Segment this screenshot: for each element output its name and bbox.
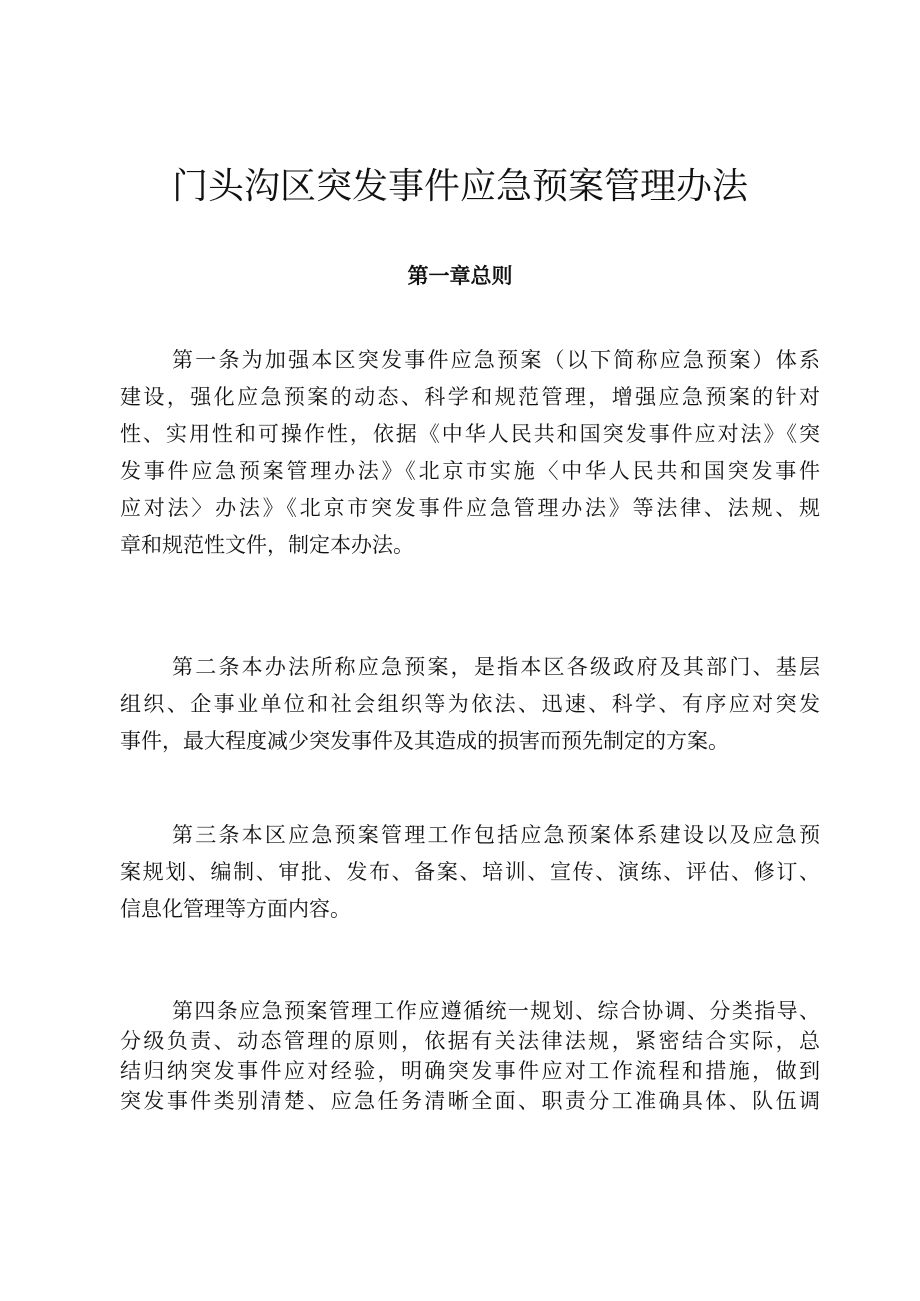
text-line: 突发事件类别清楚、应急任务清晰全面、职责分工准确具体、队伍调 xyxy=(120,1089,820,1113)
article-1-paragraph xyxy=(120,342,820,564)
article-4-paragraph xyxy=(120,996,820,1116)
text-line: 性、实用性和可操作性，依据《中华人民共和国突发事件应对法》《突 xyxy=(120,422,820,446)
text-line: 建设，强化应急预案的动态、科学和规范管理，增强应急预案的针对 xyxy=(120,385,820,409)
document-title: 门头沟区突发事件应急预案管理办法 xyxy=(171,166,748,207)
text-line: 第二条本办法所称应急预案，是指本区各级政府及其部门、基层 xyxy=(172,655,820,679)
text-line: 结归纳突发事件应对经验，明确突发事件应对工作流程和措施，做到 xyxy=(120,1059,820,1083)
text-line: 第四条应急预案管理工作应遵循统一规划、综合协调、分类指导、 xyxy=(172,999,820,1023)
text-line: 第三条本区应急预案管理工作包括应急预案体系建设以及应急预 xyxy=(172,823,820,847)
text-line: 案规划、编制、审批、发布、备案、培训、宣传、演练、评估、修订、 xyxy=(120,860,820,884)
text-line: 第一条为加强本区突发事件应急预案（以下简称应急预案）体系 xyxy=(172,348,820,372)
text-line: 章和规范性文件，制定本办法。 xyxy=(120,533,414,557)
article-3-paragraph xyxy=(120,817,820,928)
chapter-heading: 第一章总则 xyxy=(407,264,513,288)
text-line: 组织、企事业单位和社会组织等为依法、迅速、科学、有序应对突发 xyxy=(120,692,820,716)
text-line: 分级负责、动态管理的原则，依据有关法律法规，紧密结合实际，总 xyxy=(120,1029,820,1053)
text-line: 发事件应急预案管理办法》《北京市实施〈中华人民共和国突发事件 xyxy=(120,459,820,483)
text-line: 应对法〉办法》《北京市突发事件应急管理办法》等法律、法规、规 xyxy=(120,496,820,520)
article-2-paragraph xyxy=(120,649,820,760)
text-line: 信息化管理等方面内容。 xyxy=(120,897,351,921)
text-line: 事件，最大程度减少突发事件及其造成的损害而预先制定的方案。 xyxy=(120,729,729,753)
